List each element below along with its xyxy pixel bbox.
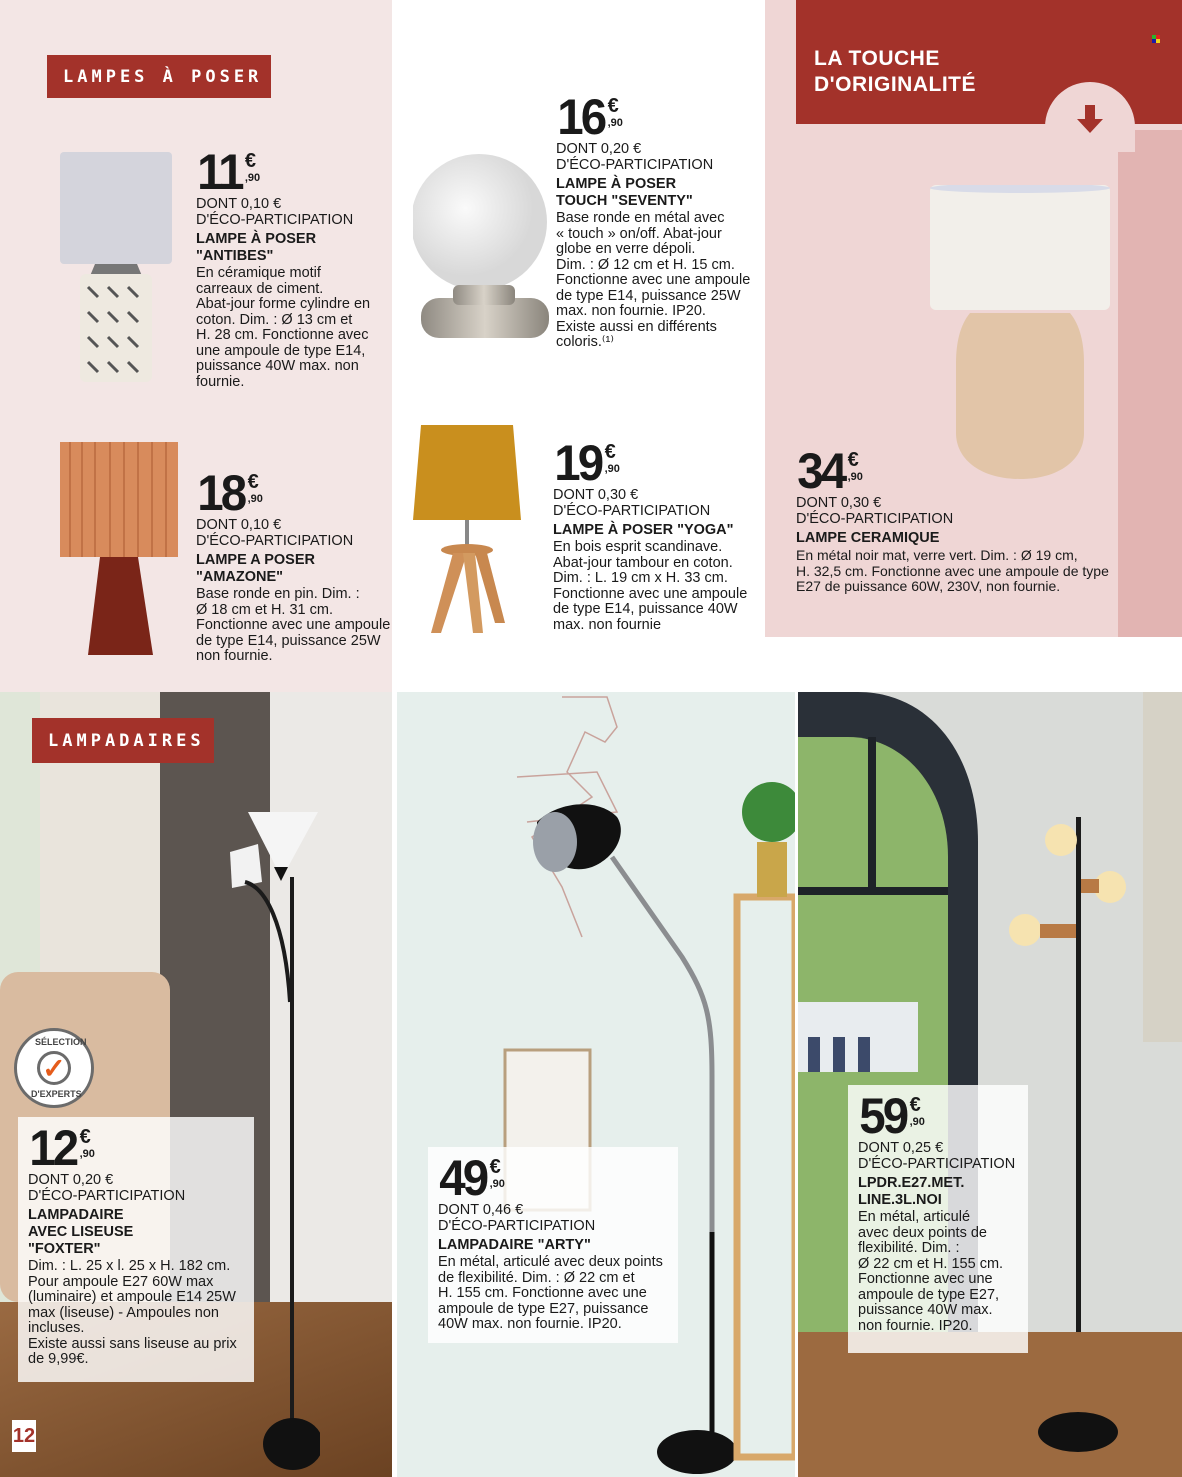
desc-line: globe en verre dépoli. [556, 241, 696, 257]
price-cents: ,90 [244, 172, 261, 184]
eco-participation-amount: DONT 0,20 € [28, 1172, 114, 1188]
desc-line: incluses. [28, 1320, 85, 1336]
price-arty [438, 1150, 668, 1206]
desc-line: ampoule de type E27, [858, 1286, 1000, 1303]
desc-line: H. 32,5 cm. Fonctionne avec une ampoule de type [796, 562, 1109, 579]
eco-participation-label: D'ÉCO-PARTICIPATION [556, 156, 714, 173]
lamp-image-amazone [60, 442, 178, 657]
product-lpdr [848, 1085, 1028, 1353]
desc-line: En céramique motif [196, 265, 321, 281]
price-cents: ,90 [847, 471, 863, 483]
product-description [858, 1210, 1018, 1334]
originality-panel-strip [1118, 130, 1182, 637]
price-cents: ,90 [604, 463, 620, 475]
price-currency: € [247, 471, 259, 493]
desc-line: max. non fournie [553, 616, 662, 633]
originality-line1: LA TOUCHE [814, 47, 940, 70]
desc-line: Ø 18 cm et H. 31 cm. [196, 601, 333, 618]
lamp-image-antibes [60, 152, 172, 382]
desc-line: de 9,99€. [28, 1351, 89, 1367]
desc-line: Ø 22 cm et H. 155 cm. [858, 1255, 1004, 1272]
eco-participation-label: D'ÉCO-PARTICIPATION [438, 1217, 596, 1234]
desc-line: max (liseuse) - Ampoules non [28, 1304, 219, 1321]
product-antibes [196, 144, 386, 390]
desc-line: Fonctionne avec une [858, 1271, 993, 1287]
lamp-image-yoga [413, 425, 525, 635]
price-currency: € [909, 1094, 921, 1116]
desc-line: (luminaire) et ampoule E14 25W [28, 1289, 236, 1305]
desc-line: En métal, articulé [858, 1209, 971, 1225]
price-integer: 19 [554, 435, 602, 491]
price-integer: 12 [29, 1120, 77, 1176]
desc-line: Pour ampoule E27 60W max [28, 1273, 214, 1290]
desc-line: En métal noir mat, verre vert. Dim. : Ø 19 cm, [796, 547, 1078, 563]
eco-participation-amount: DONT 0,30 € [796, 495, 882, 511]
product-foxter [18, 1117, 254, 1382]
lamp-image-ceramique [930, 185, 1110, 485]
price-currency: € [489, 1156, 501, 1178]
price-integer: 49 [439, 1150, 487, 1206]
product-name [858, 1175, 1018, 1209]
eco-participation-amount: DONT 0,20 € [556, 141, 642, 157]
price-currency: € [604, 441, 616, 463]
desc-line: Abat-jour tambour en coton. [553, 554, 733, 571]
checkmark-icon: ✓ [37, 1051, 71, 1085]
price-currency: € [79, 1126, 91, 1148]
product-amazone [196, 465, 391, 665]
name-line: LINE.3L.NOI [858, 1192, 942, 1208]
name-line: LPDR.E27.MET. [858, 1175, 965, 1191]
product-description [196, 266, 386, 390]
arrow-down-icon [1073, 103, 1107, 143]
desc-line: flexibilité. Dim. : [858, 1240, 960, 1256]
price-currency: € [244, 150, 256, 172]
eco-participation-amount: DONT 0,46 € [438, 1202, 524, 1218]
desc-line: Dim. : Ø 12 cm et H. 15 cm. [556, 256, 735, 273]
desc-line: de type E14, puissance 25W [196, 632, 381, 649]
desc-line: Existe aussi en différents [556, 318, 717, 335]
product-name: LAMPE CERAMIQUE [796, 530, 940, 546]
price-ceramique [796, 443, 1126, 499]
price-antibes [196, 144, 386, 200]
badge-top-text: SÉLECTION [35, 1037, 87, 1047]
eco-participation-amount: DONT 0,10 € [196, 517, 282, 533]
desc-line: Fonctionne avec une ampoule [196, 617, 391, 633]
name-line: LAMPADAIRE [28, 1207, 124, 1223]
color-marker-icon [1152, 30, 1160, 38]
name-line: "FOXTER" [28, 1241, 101, 1257]
price-currency: € [847, 449, 859, 471]
product-description [196, 587, 391, 665]
price-seventy [556, 89, 756, 145]
desc-line: Dim. : L. 19 cm x H. 33 cm. [553, 570, 728, 586]
product-arty [428, 1147, 678, 1343]
desc-line: une ampoule de type E14, [196, 342, 366, 359]
eco-participation-amount: DONT 0,10 € [196, 196, 282, 212]
desc-line: de type E14, puissance 25W [556, 287, 741, 304]
desc-line: H. 155 cm. Fonctionne avec une [438, 1285, 647, 1301]
price-integer: 34 [797, 443, 845, 499]
product-name: LAMPE A POSER "AMAZONE" [196, 552, 315, 585]
selection-experts-badge [14, 1028, 94, 1108]
product-description [556, 211, 756, 351]
desc-line: puissance 40W max. [858, 1302, 993, 1318]
price-amazone [196, 465, 391, 521]
product-name: LAMPE À POSER "ANTIBES" [196, 231, 317, 264]
price-foxter [28, 1120, 244, 1176]
product-name: LAMPE À POSER "YOGA" [553, 522, 734, 538]
product-ceramique [796, 443, 1126, 595]
price-integer: 11 [197, 144, 242, 200]
product-description [438, 1255, 668, 1333]
desc-line: avec deux points de [858, 1224, 987, 1241]
eco-participation-amount: DONT 0,25 € [858, 1140, 944, 1156]
eco-participation-label: D'ÉCO-PARTICIPATION [196, 211, 354, 228]
desc-line: H. 28 cm. Fonctionne avec [196, 327, 369, 343]
product-name [28, 1207, 244, 1258]
desc-line: « touch » on/off. Abat-jour [556, 225, 722, 242]
product-name: LAMPADAIRE "ARTY" [438, 1237, 591, 1253]
price-cents: ,90 [909, 1116, 925, 1128]
desc-line: Abat-jour forme cylindre en [196, 296, 371, 312]
desc-line: de flexibilité. Dim. : Ø 22 cm et [438, 1269, 635, 1286]
eco-participation-label: D'ÉCO-PARTICIPATION [858, 1155, 1016, 1172]
desc-line: non fournie. [196, 648, 273, 664]
product-description [553, 540, 763, 633]
desc-line: Fonctionne avec une ampoule [553, 585, 748, 602]
product-yoga [553, 435, 763, 633]
eco-participation-label: D'ÉCO-PARTICIPATION [796, 510, 954, 527]
eco-participation-label: D'ÉCO-PARTICIPATION [553, 502, 711, 519]
price-currency: € [607, 95, 619, 117]
desc-line: Base ronde en pin. Dim. : [196, 586, 360, 602]
product-seventy [556, 89, 756, 351]
name-line: AVEC LISEUSE [28, 1224, 134, 1240]
desc-line: de type E14, puissance 40W [553, 601, 738, 617]
desc-line: coton. Dim. : Ø 13 cm et [196, 311, 353, 328]
eco-participation-label: D'ÉCO-PARTICIPATION [196, 532, 354, 549]
price-integer: 16 [557, 89, 605, 145]
desc-line: non fournie. IP20. [858, 1317, 973, 1334]
eco-participation-label: D'ÉCO-PARTICIPATION [28, 1187, 186, 1204]
desc-line: 40W max. non fournie. IP20. [438, 1316, 622, 1332]
desc-line: Fonctionne avec une ampoule [556, 272, 751, 288]
product-description [796, 548, 1126, 595]
desc-line: max. non fournie. IP20. [556, 303, 706, 319]
desc-line: Dim. : L. 25 x l. 25 x H. 182 cm. [28, 1258, 231, 1274]
price-cents: ,90 [247, 493, 263, 505]
originality-line2: D'ORIGINALITÉ [814, 73, 976, 96]
section-banner-table-lamps: LAMPES À POSER [47, 55, 271, 98]
desc-line: Base ronde en métal avec [556, 210, 725, 226]
photo-arty-scene [397, 692, 795, 1477]
badge-bottom-text: D'EXPERTS [31, 1089, 82, 1099]
desc-line: carreaux de ciment. [196, 280, 324, 297]
eco-participation-amount: DONT 0,30 € [553, 487, 639, 503]
desc-line: coloris.⁽¹⁾ [556, 334, 614, 350]
desc-line: E27 de puissance 60W, 230V, non fournie. [796, 578, 1061, 594]
product-description [28, 1259, 244, 1368]
section-banner-floor-lamps: LAMPADAIRES [32, 718, 214, 763]
product-name: LAMPE À POSER TOUCH "SEVENTY" [556, 176, 693, 209]
desc-line: fournie. [196, 373, 245, 390]
price-integer: 18 [197, 465, 245, 521]
lamp-image-seventy [413, 150, 556, 340]
price-lpdr [858, 1088, 1018, 1144]
price-cents: ,90 [79, 1148, 95, 1160]
desc-line: puissance 40W max. non [196, 358, 359, 374]
desc-line: En métal, articulé avec deux points [438, 1254, 663, 1270]
price-yoga [553, 435, 763, 491]
desc-line: ampoule de type E27, puissance [438, 1300, 649, 1317]
desc-line: En bois esprit scandinave. [553, 539, 723, 555]
price-integer: 59 [859, 1088, 907, 1144]
price-cents: ,90 [607, 117, 623, 129]
page-number: 12 [12, 1420, 36, 1452]
price-cents: ,90 [489, 1178, 505, 1190]
desc-line: Existe aussi sans liseuse au prix [28, 1335, 237, 1352]
